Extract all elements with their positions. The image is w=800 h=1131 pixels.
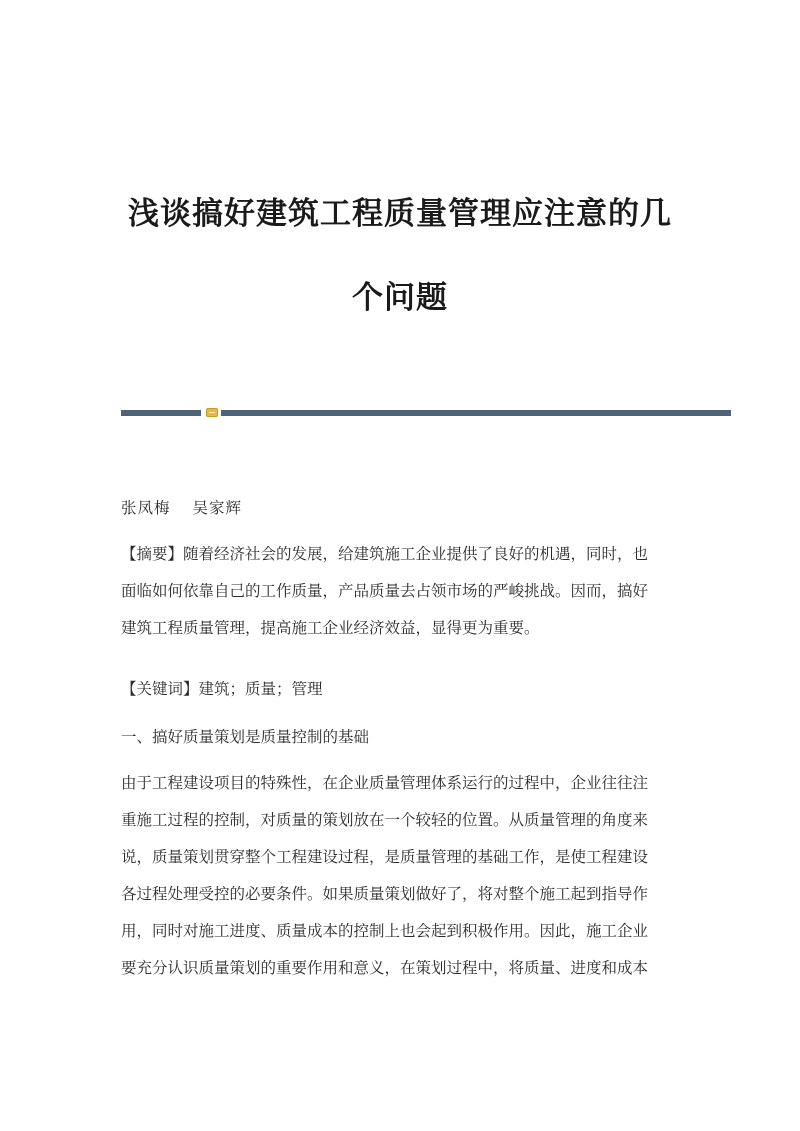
body-line: 说，质量策划贯穿整个工程建设过程，是质量管理的基础工作，是使工程建设 xyxy=(121,848,649,866)
divider-bar-right xyxy=(221,410,731,416)
title-line-2: 个问题 xyxy=(352,280,448,316)
body-line: 各过程处理受控的必要条件。如果质量策划做好了，将对整个施工起到指导作 xyxy=(121,885,649,903)
divider-ornament-icon xyxy=(206,408,218,417)
title-line-1: 浅谈搞好建筑工程质量管理应注意的几 xyxy=(128,196,672,232)
author-name: 吴家辉 xyxy=(192,499,243,517)
divider-bar-left xyxy=(121,410,201,416)
author-name: 张凤梅 xyxy=(121,499,171,517)
body-line: 用，同时对施工进度、质量成本的控制上也会起到积极作用。因此，施工企业 xyxy=(121,922,649,940)
body-line: 由于工程建设项目的特殊性，在企业质量管理体系运行的过程中，企业往往注 xyxy=(121,774,649,792)
abstract-line: 面临如何依靠自己的工作质量，产品质量去占领市场的严峻挑战。因而，搞好 xyxy=(121,582,649,600)
body-line: 重施工过程的控制，对质量的策划放在一个较轻的位置。从质量管理的角度来 xyxy=(121,811,649,829)
section-heading: 一、搞好质量策划是质量控制的基础 xyxy=(121,728,370,746)
abstract-paragraph xyxy=(121,536,681,647)
keywords-line: 【关键词】建筑；质量；管理 xyxy=(121,680,323,698)
title-divider xyxy=(121,408,731,418)
abstract-line: 【摘要】随着经济社会的发展，给建筑施工企业提供了良好的机遇，同时，也 xyxy=(121,545,649,563)
abstract-line: 建筑工程质量管理，提高施工企业经济效益，显得更为重要。 xyxy=(121,619,540,637)
authors-line xyxy=(121,490,681,527)
body-line: 要充分认识质量策划的重要作用和意义，在策划过程中，将质量、进度和成本 xyxy=(121,959,649,977)
body-paragraph xyxy=(121,765,681,987)
